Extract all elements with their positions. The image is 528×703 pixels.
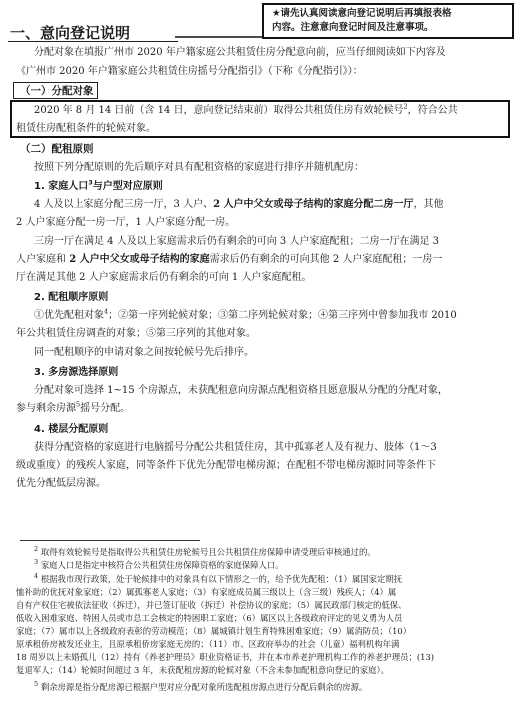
rule4-line-2: 级或重度）的残疾人家庭，同等条件下优先分配带电梯房源；在配租不带电梯房源时同等条件下 [16,460,436,471]
rule3-line-2: 参与剩余房源$^5$摇号分配。 [16,400,131,414]
target-line-1: 2020 年 8 月 14 日前（含 14 日，意向登记结束前）取得公共租赁住房有效轮候号$^2$，符合公共 [34,102,458,116]
target-line-2: 租赁住房配租条件的轮候对象。 [16,123,156,134]
rule1-line-1: 4 人及以上家庭分配三房一厅，3 人户、2 人户中父女或母子结构的家庭分配二房一厅，其他 [34,199,444,210]
footnote-4-line-2: 恤补助的优抚对象家庭；（2）属孤寡老人家庭；（3）有家庭成员属三级以上（含三级）残疾人；（4）属 [16,587,397,597]
footnote-4-line-3: 自有产权住宅被依法征收（拆迁），并已签订征收（拆迁）补偿协议的家庭；（5）属民政部门核定的低保、 [16,600,407,610]
footnote-4-line-5: 家庭；（7）属市以上各级政府表彰的劳动模范；（8）属城镇计划生育特殊困难家庭；（9）属消防员；（10） [16,626,412,636]
footnote-4-line-4: 低收入困难家庭、特困人员或市总工会核定的特困职工家庭；（6）属区以上各级政府评定的见义勇为人员 [16,613,403,623]
rule2-line-2: 年公共租赁住房调查的对象；⑤第三序列的其他对象。 [16,328,256,339]
footnote-5: $^5$ 剩余房源是指分配房源已根据户型对应分配对象所选配租房源点进行分配后剩余的房源。 [34,680,368,692]
section2-label: （二）配租原则 [20,143,94,155]
title-underline [8,41,178,42]
rule1-line-4: 人户家庭和 2 人户中父女或母子结构的家庭需求后仍有剩余的可向其他 2 人户家庭配租；一房一 [16,254,443,265]
notice-line-2: 内容。注意意向登记时间及注意事项。 [272,22,434,33]
section-title: 一、意向登记说明 [10,24,131,42]
footnote-3: $^3$ 家庭人口是指定申核符合公共租赁住房保障资格的家庭保障人口。 [34,558,284,570]
rule2-heading: 2. 配租顺序原则 [34,292,109,303]
rule1-line-2: 2 人户家庭分配一房一厅，1 人户家庭分配一房。 [16,217,236,228]
footnote-2: $^2$ 取得有效轮候号是指取得公共租赁住房轮候号且公共租赁住房保障申请受理后审核通过的。 [34,545,376,557]
notice-box [262,3,514,39]
rule2-line-1: ①优先配租对象$^4$；②第一序列轮候对象；③第二序列轮候对象；④第三序列中曾参加我市 2010 [34,307,457,321]
rule1-heading: 1. 家庭人口$^3$与户型对应原则 [34,178,163,192]
rule3-line-1: 分配对象可选择 1~15 个房源点，未获配租意向房源点配租资格且愿意服从分配的分配对象， [34,385,448,396]
footnote-4-line-6: 原承租侨房被发还业主，且原承租侨房家庭无房的；（11）市、区政府举办的社会（儿童）福利机构年满 [16,639,400,649]
notice-arrow-icon [175,35,265,39]
rule1-line-3: 三房一厅在满足 4 人及以上家庭需求后仍有剩余的可向 3 人户家庭配租；二房一厅在满足 3 [34,236,439,247]
rule4-line-3: 优先分配低层房源。 [16,478,106,489]
footnote-4-line-8: 复退军人；（14）轮候时间超过 3 年，未获配租房源的轮候对象（不含未参加配租意向登记的家庭）。 [16,665,390,675]
section1-label: （一）分配对象 [20,85,94,97]
footnote-4-line-7: 18 周岁以上未婚孤儿（12）持有《养老护理员》职业资格证书，并在本市养老护理机构工作的养老护理员；(13) [16,652,435,662]
rule3-heading: 3. 多房源选择原则 [34,367,119,378]
rule4-line-1: 获得分配资格的家庭进行电脑摇号分配公共租赁住房，其中孤寡老人及有视力、肢体（1～3 [34,442,437,453]
intro-line-2: 《广州市 2020 年户籍家庭公共租赁住房摇号分配指引》（下称《分配指引》）： [16,66,363,77]
intro-line-1: 分配对象在填报广州市 2020 年户籍家庭公共租赁住房分配意向前，应当仔细阅读如下内容及 [34,47,446,58]
notice-line-1: ★请先认真阅读意向登记说明后再填报表格 [272,8,452,19]
footnote-divider [20,540,200,541]
section2-intro: 按照下列分配原则的先后顺序对具有配租资格的家庭进行排序并随机配房： [34,162,364,173]
rule1-line-5: 厅在满足其他 2 人户家庭需求后仍有剩余的可向 1 人户家庭配租。 [16,272,312,283]
rule4-heading: 4. 楼层分配原则 [34,424,109,435]
rule2-line-3: 同一配租顺序的申请对象之间按轮候号先后排序。 [34,347,254,358]
footnote-4-line-1: $^4$ 根据我市现行政策，处于轮候排中的对象具有以下情形之一的，给予优先配租：（1）属国家定期抚 [34,572,403,584]
